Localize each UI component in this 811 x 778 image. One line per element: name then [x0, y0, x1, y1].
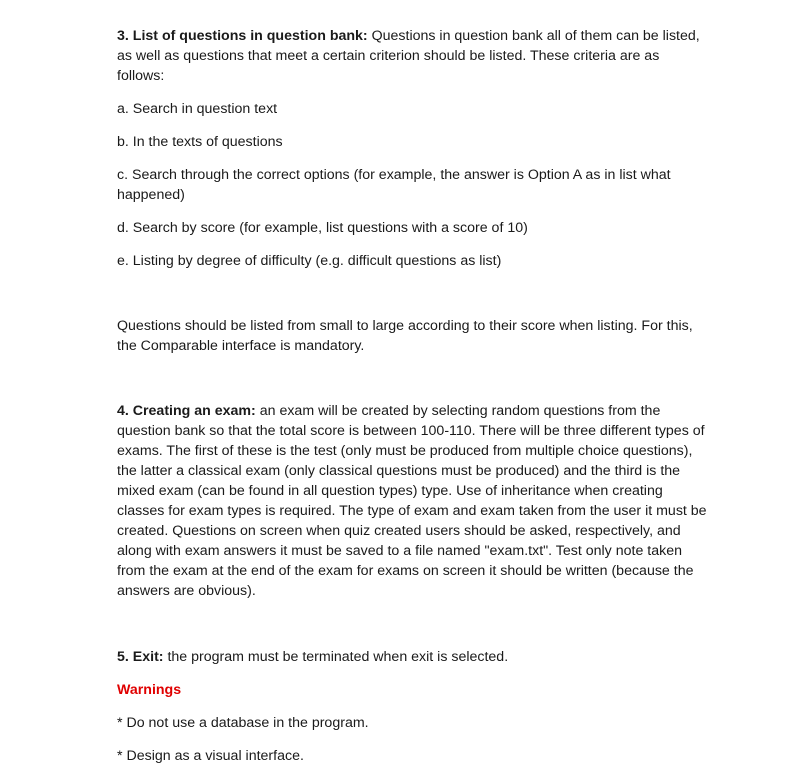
criteria-item-c: c. Search through the correct options (for example, the answer is Option A as in list what happened): [117, 167, 671, 203]
criteria-item-e: e. Listing by degree of difficulty (e.g. difficult questions as list): [117, 253, 502, 269]
section5-heading: 5. Exit:: [117, 649, 164, 665]
section5-body: the program must be terminated when exit is selected.: [163, 649, 509, 665]
section4-body: an exam will be created by selecting random questions from the question bank so that the total score is between 100-110. There will be three different types of exams. The first of these is the test (only must be produced from multiple choice questions), the latter a classical exam (only classical questions must be produced) and the third is the mixed exam (can be found in all question types) type. Use of inheritance when creating classes for exam types is required. The type of exam and exam taken from the user it must be created. Questions on screen when quiz created users should be asked, respectively, and along with exam answers it must be saved to a file named "exam.txt". Test only note taken from the exam at the end of the exam for exams on screen it should be written (because the answers are obvious).: [117, 403, 707, 599]
warning-item: * Do not use a database in the program.: [117, 715, 369, 731]
section4-heading: 4. Creating an exam:: [117, 403, 256, 419]
section5-paragraph: [117, 647, 707, 667]
section3-intro: Questions in question bank all of them can be listed, as well as questions that meet a certain criterion should be listed. These criteria are as follows:: [117, 28, 700, 84]
warning-item: * Design as a visual interface.: [117, 748, 304, 764]
sorting-note: Questions should be listed from small to large according to their score when listing. For this, the Comparable interface is mandatory.: [117, 318, 693, 354]
section4-paragraph: [117, 401, 707, 601]
criteria-item-a: a. Search in question text: [117, 101, 278, 117]
section3-heading: 3. List of questions in question bank:: [117, 28, 368, 44]
section3-paragraph: [117, 26, 707, 86]
criteria-item-d: d. Search by score (for example, list questions with a score of 10): [117, 220, 528, 236]
criteria-item-b: b. In the texts of questions: [117, 134, 283, 150]
document-body: [117, 26, 707, 766]
warnings-title: Warnings: [117, 682, 182, 698]
